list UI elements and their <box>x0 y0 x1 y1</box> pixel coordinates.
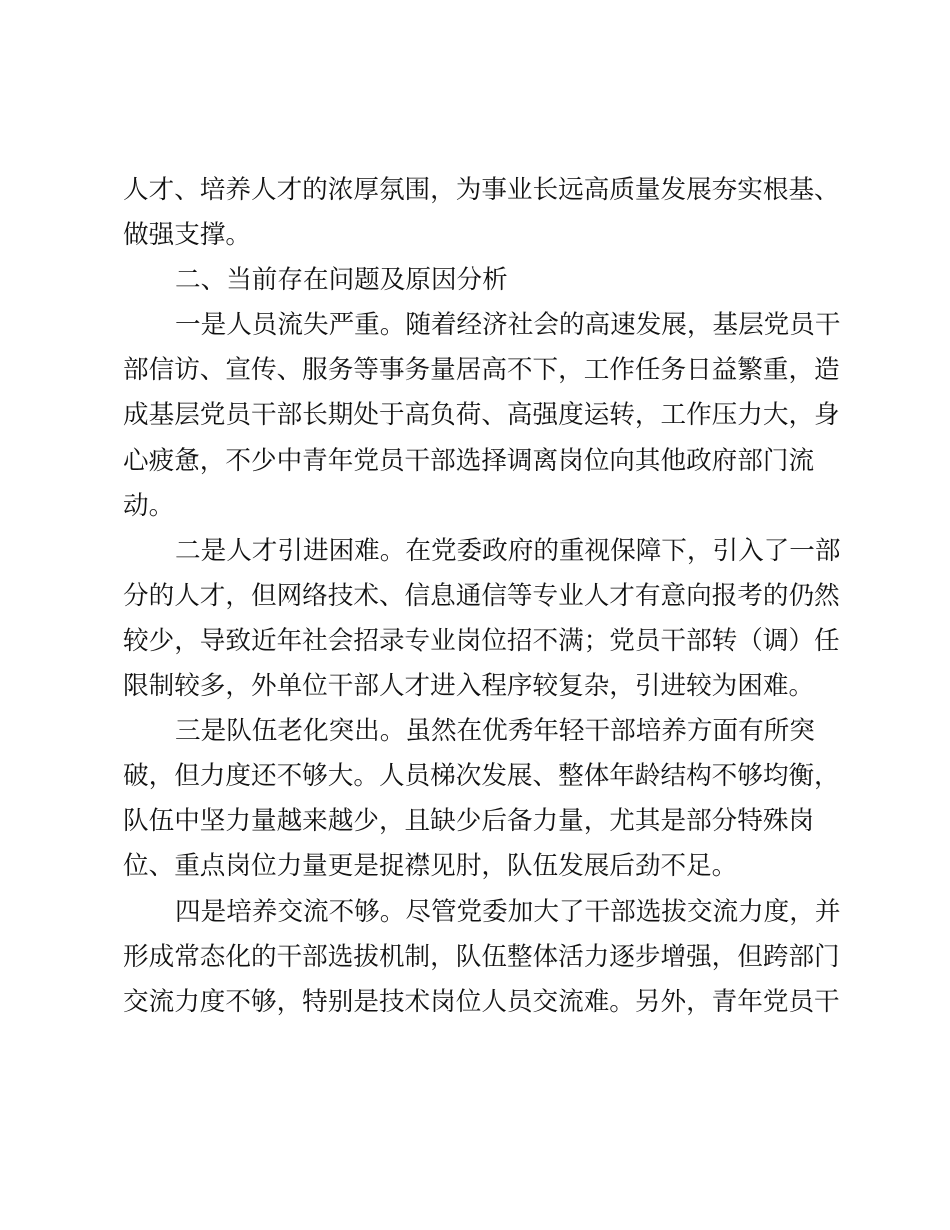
paragraph-first-line: 二是人才引进困难。在党委政府的重视保障下，引入了一部 <box>175 535 841 566</box>
paragraph-first-line: 一是人员流失严重。随着经济社会的高速发展，基层党员干 <box>175 310 841 341</box>
text-line: 分的人才，但网络技术、信息通信等专业人才有意向报考的仍然 <box>123 580 840 611</box>
text-line: 部信访、宣传、服务等事务量居高不下，工作任务日益繁重，造 <box>123 355 840 386</box>
text-line: 位、重点岗位力量更是捉襟见肘，队伍发展后劲不足。 <box>123 851 738 882</box>
paragraph-first-line: 三是队伍老化突出。虽然在优秀年轻干部培养方面有所突 <box>175 716 815 747</box>
text-line: 成基层党员干部长期处于高负荷、高强度运转，工作压力大，身 <box>123 400 840 431</box>
text-line: 破，但力度还不够大。人员梯次发展、整体年龄结构不够均衡， <box>123 761 840 792</box>
text-line: 动。 <box>123 490 175 521</box>
text-line: 做强支撑。 <box>123 220 251 251</box>
text-line: 心疲惫，不少中青年党员干部选择调离岗位向其他政府部门流 <box>123 445 815 476</box>
section-heading: 二、当前存在问题及原因分析 <box>175 265 508 296</box>
document-body <box>123 168 841 1025</box>
text-line: 形成常态化的干部选拔机制，队伍整体活力逐步增强，但跨部门 <box>123 941 840 972</box>
text-line: 队伍中坚力量越来越少，且缺少后备力量，尤其是部分特殊岗 <box>123 806 815 837</box>
text-line: 限制较多，外单位干部人才进入程序较复杂，引进较为困难。 <box>123 671 815 702</box>
text-line: 交流力度不够，特别是技术岗位人员交流难。另外，青年党员干 <box>123 986 840 1017</box>
text-line: 较少，导致近年社会招录专业岗位招不满；党员干部转（调）任 <box>123 625 840 656</box>
text-line: 人才、培养人才的浓厚氛围，为事业长远高质量发展夯实根基、 <box>123 175 840 205</box>
paragraph-first-line: 四是培养交流不够。尽管党委加大了干部选拔交流力度，并 <box>175 896 841 927</box>
